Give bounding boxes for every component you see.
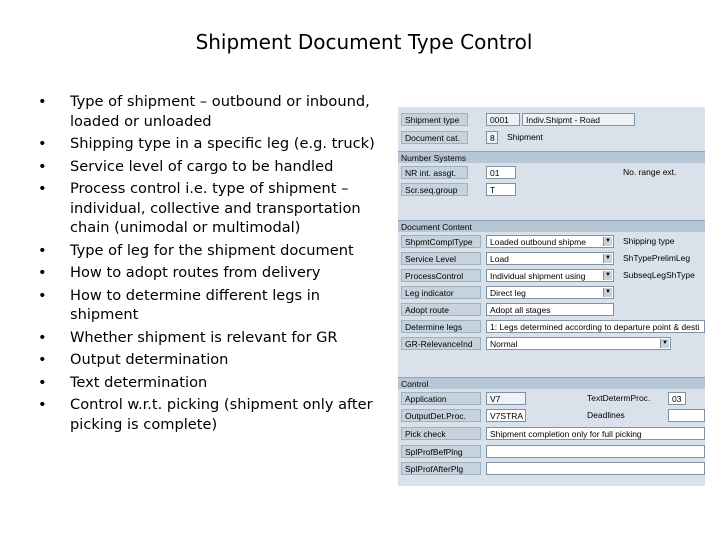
bullet-item: • Service level of cargo to be handled (38, 157, 388, 177)
determine-legs-select[interactable]: 1: Legs determined according to departure point & desti (486, 320, 705, 333)
spl-prof-bef-plng-field[interactable] (486, 445, 705, 458)
shipment-type-description: Indiv.Shipmt - Road (522, 113, 635, 126)
text-determ-proc-label: TextDetermProc. (587, 393, 651, 403)
document-content-header: Document Content (398, 220, 705, 232)
scr-seq-group-label: Scr.seq.group (401, 183, 468, 196)
shtype-prelim-leg-label: ShTypePrelimLeg (623, 253, 691, 263)
document-cat-label: Document cat. (401, 131, 468, 144)
service-level-value: Load (490, 254, 509, 264)
shpmt-compl-type-label: ShpmtComplType (401, 235, 481, 248)
pick-check-select[interactable]: Shipment completion only for full picking (486, 427, 705, 440)
no-range-ext-label: No. range ext. (623, 167, 677, 177)
shipping-type-label: Shipping type (623, 236, 675, 246)
bullet-item: • How to determine different legs in shipment (38, 286, 388, 325)
document-cat-description: Shipment (507, 132, 543, 142)
subseq-leg-shtype-label: SubseqLegShType (623, 270, 695, 280)
bullet-item: • Shipping type in a specific leg (e.g. truck) (38, 134, 388, 154)
nr-int-assgt-label: NR int. assgt. (401, 166, 468, 179)
service-level-label: Service Level (401, 252, 481, 265)
shpmt-compl-type-value: Loaded outbound shipme (490, 237, 586, 247)
spl-prof-after-plg-field[interactable] (486, 462, 705, 475)
spl-prof-bef-plng-label: SplProfBefPlng (401, 445, 481, 458)
shipment-type-label: Shipment type (401, 113, 468, 126)
adopt-route-label: Adopt route (401, 303, 481, 316)
process-control-label: ProcessControl (401, 269, 481, 282)
dropdown-icon[interactable]: ▼ (603, 254, 612, 263)
deadlines-field[interactable] (668, 409, 705, 422)
dropdown-icon[interactable]: ▼ (603, 288, 612, 297)
application-field[interactable]: V7 (486, 392, 526, 405)
bullet-item: • Text determination (38, 373, 388, 393)
number-systems-header: Number Systems (398, 151, 705, 163)
leg-indicator-select[interactable] (486, 286, 614, 299)
bullet-item: • Whether shipment is relevant for GR (38, 328, 388, 348)
leg-indicator-value: Direct leg (490, 288, 526, 298)
dropdown-icon[interactable]: ▼ (603, 271, 612, 280)
service-level-select[interactable] (486, 252, 614, 265)
scr-seq-group-field[interactable]: T (486, 183, 516, 196)
output-det-proc-label: OutputDet.Proc. (401, 409, 481, 422)
dropdown-icon[interactable]: ▼ (660, 339, 669, 348)
bullet-item: • Type of shipment – outbound or inbound, loaded or unloaded (38, 92, 388, 131)
gr-relevance-value: Normal (490, 339, 518, 349)
pick-check-label: Pick check (401, 427, 481, 440)
text-determ-proc-field[interactable]: 03 (668, 392, 686, 405)
bullet-item: • Control w.r.t. picking (shipment only after picking is complete) (38, 395, 388, 434)
shpmt-compl-type-select[interactable] (486, 235, 614, 248)
control-header: Control (398, 377, 705, 389)
document-cat-field[interactable]: 8 (486, 131, 498, 144)
output-det-proc-field[interactable]: V7STRA (486, 409, 526, 422)
bullet-item: • Output determination (38, 350, 388, 370)
dropdown-icon[interactable]: ▼ (603, 237, 612, 246)
nr-int-assgt-field[interactable]: 01 (486, 166, 516, 179)
gr-relevance-label: GR-RelevanceInd (401, 337, 481, 350)
adopt-route-select[interactable] (486, 303, 614, 316)
slide-title: Shipment Document Type Control (195, 30, 533, 54)
sap-screenshot (398, 107, 705, 486)
bullet-list (38, 92, 388, 437)
bullet-item: • Process control i.e. type of shipment – individual, collective and transportation chain (unimodal or multimodal) (38, 179, 388, 238)
bullet-item: • How to adopt routes from delivery (38, 263, 388, 283)
adopt-route-value: Adopt all stages (490, 305, 551, 315)
shipment-type-field[interactable]: 0001 (486, 113, 520, 126)
deadlines-label: Deadlines (587, 410, 625, 420)
spl-prof-after-plg-label: SplProfAfterPlg (401, 462, 481, 475)
gr-relevance-select[interactable] (486, 337, 671, 350)
process-control-select[interactable] (486, 269, 614, 282)
application-label: Application (401, 392, 481, 405)
determine-legs-label: Determine legs (401, 320, 481, 333)
leg-indicator-label: Leg indicator (401, 286, 481, 299)
process-control-value: Individual shipment using (490, 271, 586, 281)
bullet-item: • Type of leg for the shipment document (38, 241, 388, 261)
